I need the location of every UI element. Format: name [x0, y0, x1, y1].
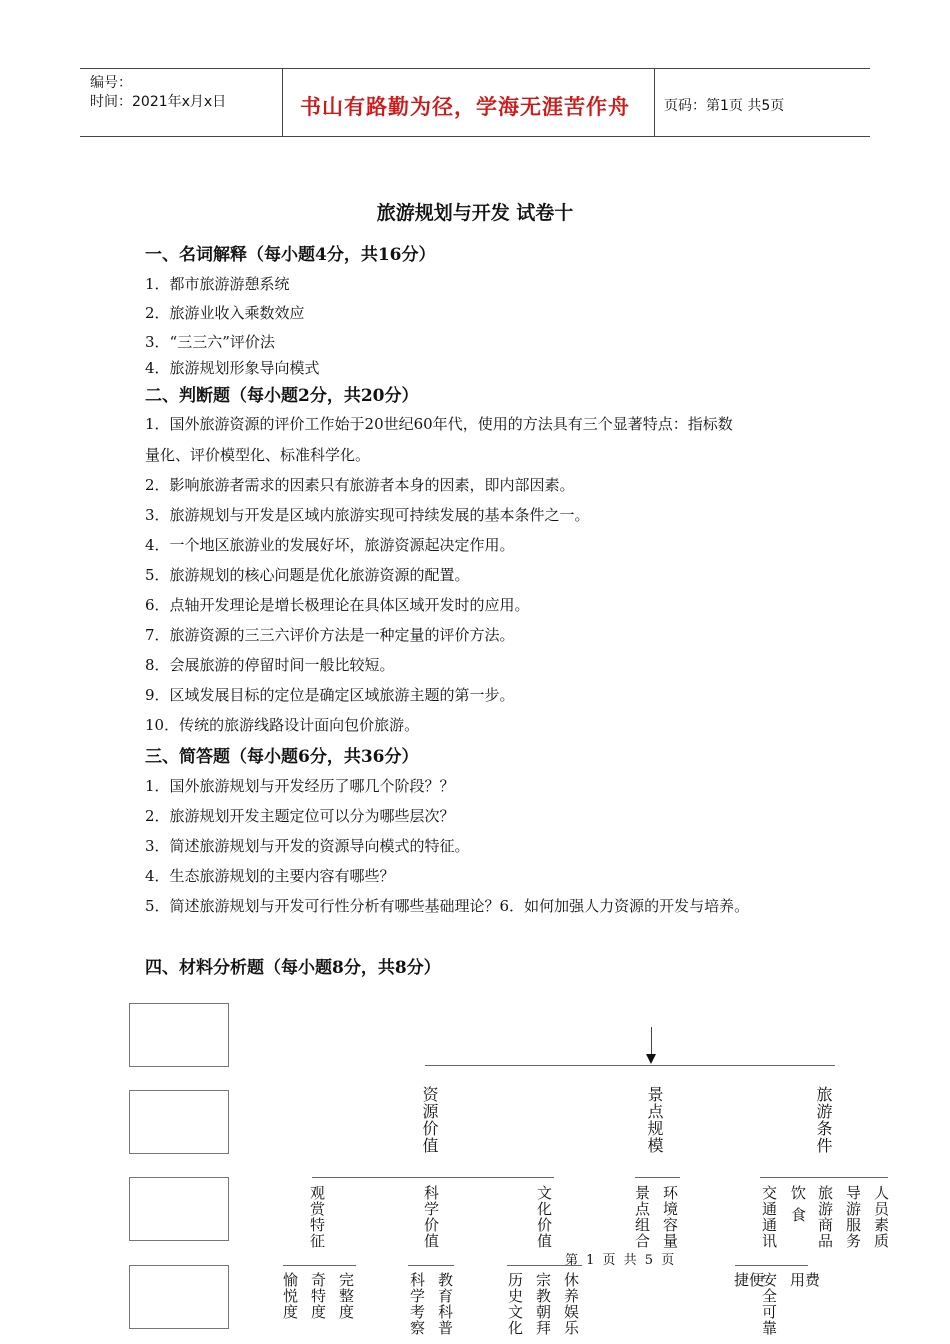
connector-line: [507, 1265, 582, 1266]
diagram-node: 环境容量: [661, 1185, 679, 1249]
list-item: 量化、评价模型化、标准科学化。: [145, 446, 371, 464]
diagram-node: 交通通讯: [760, 1185, 778, 1249]
connector-line: [408, 1265, 454, 1266]
header-divider: [654, 68, 655, 136]
doc-id-label: 编号：: [90, 75, 132, 91]
diagram-node: 旅游条件: [814, 1086, 833, 1154]
diagram-node: 景点规模: [645, 1086, 664, 1154]
connector-line: [760, 1177, 888, 1178]
diagram-node: 文化价值: [535, 1185, 553, 1249]
diagram-node: 安全可靠: [760, 1272, 778, 1336]
diagram-node: 完整度: [337, 1272, 355, 1320]
section-heading: 四、材料分析题（每小题8分，共8分）: [145, 958, 441, 978]
list-item: 2．旅游业收入乘数效应: [145, 304, 305, 322]
page-title: 旅游规划与开发 试卷十: [376, 202, 574, 224]
blank-box: [129, 1003, 229, 1067]
list-item: 1．国外旅游规划与开发经历了哪几个阶段？？: [145, 777, 455, 795]
section-heading: 二、判断题（每小题2分，共20分）: [145, 386, 419, 406]
list-item: 6．点轴开发理论是增长极理论在具体区域开发时的应用。: [145, 596, 530, 614]
page-footer: 第 1 页 共 5 页: [565, 1253, 677, 1268]
list-item: 3．简述旅游规划与开发的资源导向模式的特征。: [145, 837, 470, 855]
list-item: 4．旅游规划形象导向模式: [145, 359, 320, 377]
list-item: 1．都市旅游游憩系统: [145, 275, 290, 293]
connector-line: [312, 1177, 554, 1178]
diagram-node: 奇特度: [309, 1272, 327, 1320]
list-item: 4．一个地区旅游业的发展好坏，旅游资源起决定作用。: [145, 536, 515, 554]
diagram-node: 便 捷: [732, 1272, 765, 1307]
list-item: 9．区域发展目标的定位是确定区域旅游主题的第一步。: [145, 686, 515, 704]
section-heading: 三、简答题（每小题6分，共36分）: [145, 747, 419, 767]
diagram-node: 观赏特征: [308, 1185, 326, 1249]
page-info: 页码：第1页 共5页: [664, 98, 785, 114]
connector-line: [651, 1027, 652, 1054]
diagram-node: 饮 食: [789, 1185, 807, 1223]
list-item: 2．影响旅游者需求的因素只有旅游者本身的因素，即内部因素。: [145, 476, 575, 494]
header-bottom-rule: [80, 136, 870, 137]
list-item: 5．简述旅游规划与开发可行性分析有哪些基础理论？6．如何加强人力资源的开发与培养。: [145, 897, 750, 915]
diagram-node: 资源价值: [420, 1086, 439, 1154]
list-item: 8．会展旅游的停留时间一般比较短。: [145, 656, 395, 674]
diagram-node: 宗教朝拜: [534, 1272, 552, 1336]
diagram-node: 教育科普: [436, 1272, 454, 1336]
diagram-node: 愉悦度: [281, 1272, 299, 1320]
list-item: 3．“三三六”评价法: [145, 333, 275, 351]
diagram-node: 休养娱乐: [562, 1272, 580, 1336]
list-item: 4．生态旅游规划的主要内容有哪些？: [145, 867, 395, 885]
diagram-node: 导游服务: [844, 1185, 862, 1249]
diagram-node: 人员素质: [872, 1185, 890, 1249]
list-item: 3．旅游规划与开发是区域内旅游实现可持续发展的基本条件之一。: [145, 506, 590, 524]
section-heading: 一、名词解释（每小题4分，共16分）: [145, 245, 436, 265]
arrow-down-icon: [646, 1054, 656, 1064]
diagram-node: 景点组合: [633, 1185, 651, 1249]
header-divider: [282, 68, 283, 136]
list-item: 10．传统的旅游线路设计面向包价旅游。: [145, 716, 420, 734]
diagram-node: 科学价值: [422, 1185, 440, 1249]
connector-line: [735, 1265, 808, 1266]
header-top-rule: [80, 68, 870, 69]
connector-line: [425, 1065, 835, 1066]
diagram-node: 旅游商品: [816, 1185, 834, 1249]
diagram-node: 历史文化: [506, 1272, 524, 1336]
doc-time-label: 时间：2021年x月x日: [90, 94, 227, 110]
blank-box: [129, 1177, 229, 1241]
motto: 书山有路勤为径，学海无涯苦作舟: [300, 94, 630, 119]
connector-line: [635, 1177, 680, 1178]
diagram-node: 科学考察: [408, 1272, 426, 1336]
blank-box: [129, 1090, 229, 1154]
list-item: 7．旅游资源的三三六评价方法是一种定量的评价方法。: [145, 626, 515, 644]
list-item: 2．旅游规划开发主题定位可以分为哪些层次？: [145, 807, 455, 825]
blank-box: [129, 1265, 229, 1329]
diagram-node: 费 用: [788, 1272, 821, 1307]
list-item: 5．旅游规划的核心问题是优化旅游资源的配置。: [145, 566, 470, 584]
list-item: 1．国外旅游资源的评价工作始于20世纪60年代，使用的方法具有三个显著特点：指标数: [145, 415, 733, 433]
connector-line: [283, 1265, 356, 1266]
